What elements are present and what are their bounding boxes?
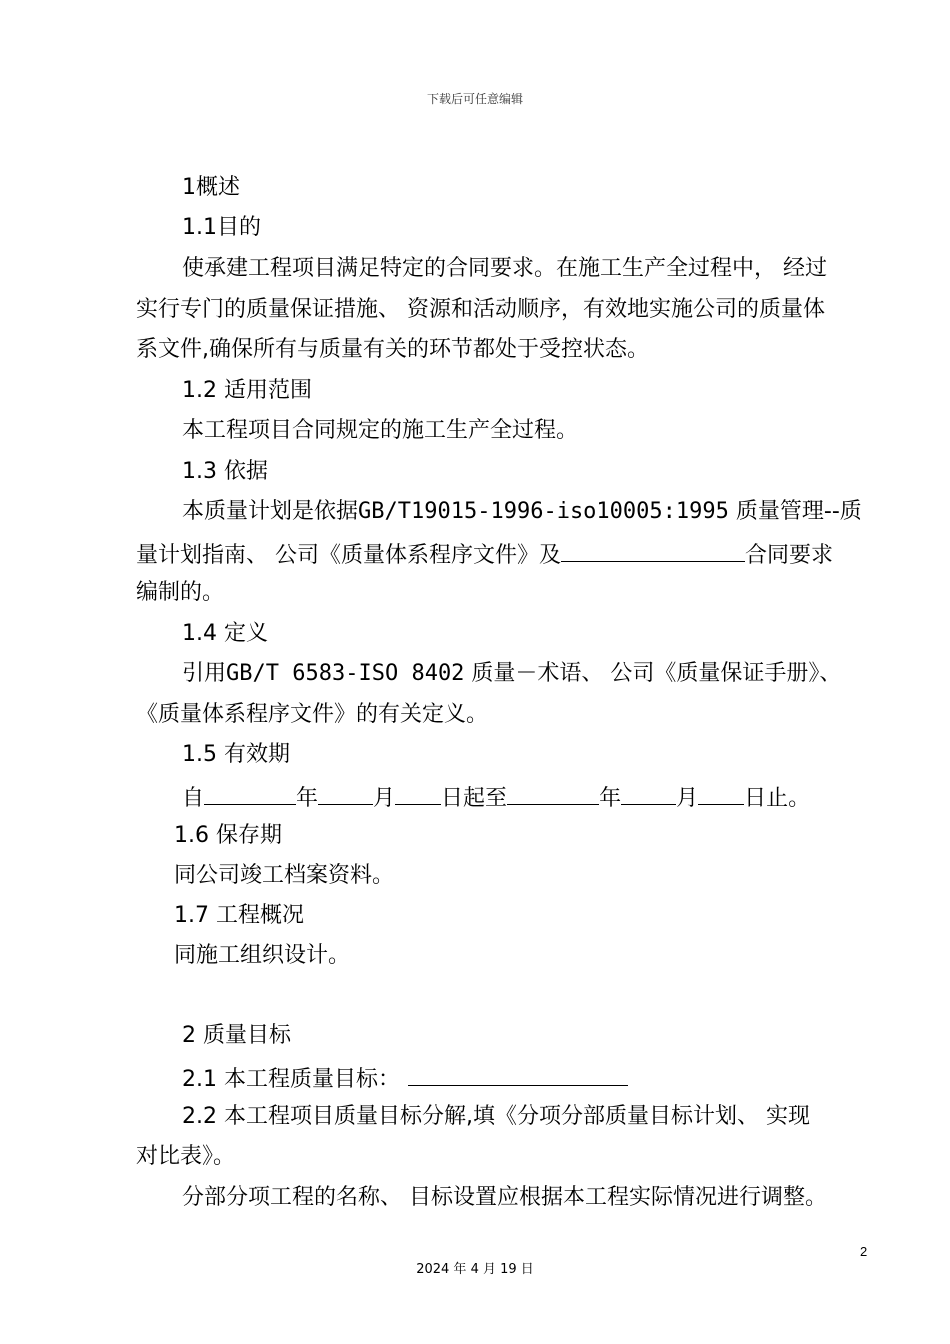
section-2-2-line-2: 对比表》。 xyxy=(136,1144,236,1169)
contract-name-blank xyxy=(561,539,745,562)
section-1-7-heading: 1.7 工程概况 xyxy=(174,903,304,928)
section-1-3-heading: 1.3 依据 xyxy=(182,459,268,484)
end-day-blank xyxy=(698,782,744,805)
section-2-1-line xyxy=(182,1063,628,1094)
section-1-1-paragraph-line-1: 使承建工程项目满足特定的合同要求。在施工生产全过程中， 经过 xyxy=(182,256,827,281)
standard-code: GB/T 6583-ISO 8402 xyxy=(226,661,465,686)
start-year-blank xyxy=(204,782,296,805)
section-1-3-paragraph-line-3: 编制的。 xyxy=(136,580,225,605)
start-month-blank xyxy=(318,782,373,805)
end-year-blank xyxy=(507,782,599,805)
section-1-1-paragraph-line-3: 系文件,确保所有与质量有关的环节都处于受控状态。 xyxy=(136,337,649,362)
section-1-3-paragraph-line-1 xyxy=(182,498,862,526)
text-span: 本质量计划是依据 xyxy=(182,499,359,524)
section-1-1-heading: 1.1目的 xyxy=(182,215,261,240)
validity-period-line xyxy=(182,782,810,813)
section-1-6-heading: 1.6 保存期 xyxy=(174,823,282,848)
text-span: 自 xyxy=(182,786,205,811)
page-footer-date: 2024 年 4 月 19 日 xyxy=(416,1262,534,1277)
text-span: 引用 xyxy=(182,661,227,686)
page-number: 2 xyxy=(860,1244,868,1259)
text-span: 月 xyxy=(373,786,396,811)
page-header: 下载后可任意编辑 xyxy=(426,92,523,106)
text-span: 质量管理--质 xyxy=(728,499,862,524)
section-2-2-line-3: 分部分项工程的名称、 目标设置应根据本工程实际情况进行调整。 xyxy=(182,1185,827,1210)
text-span: 日止。 xyxy=(744,786,811,811)
text-span: 2.1 本工程质量目标： xyxy=(182,1067,400,1092)
section-1-3-paragraph-line-2 xyxy=(136,539,833,570)
text-span: 月 xyxy=(676,786,699,811)
text-span: 质量－术语、 公司《质量保证手册》、 xyxy=(464,661,842,686)
standard-code: GB/T19015-1996-iso10005:1995 xyxy=(358,499,729,524)
section-1-1-paragraph-line-2: 实行专门的质量保证措施、 资源和活动顺序，有效地实施公司的质量体 xyxy=(136,297,825,322)
section-1-5-heading: 1.5 有效期 xyxy=(182,742,290,767)
section-2-2-line-1: 2.2 本工程项目质量目标分解,填《分项分部质量目标计划、 实现 xyxy=(182,1104,810,1129)
text-span: 年 xyxy=(296,786,319,811)
quality-target-blank xyxy=(408,1063,628,1086)
text-span: 年 xyxy=(599,786,622,811)
section-1-heading: 1概述 xyxy=(182,175,240,200)
text-span: 日起至 xyxy=(441,786,508,811)
end-month-blank xyxy=(621,782,676,805)
text-span: 量计划指南、 公司《质量体系程序文件》及 xyxy=(136,543,561,568)
section-1-4-paragraph-line-2: 《质量体系程序文件》的有关定义。 xyxy=(136,702,489,727)
section-1-7-paragraph: 同施工组织设计。 xyxy=(174,943,351,968)
text-span: 合同要求 xyxy=(745,543,834,568)
section-1-4-paragraph-line-1 xyxy=(182,660,841,688)
section-1-6-paragraph: 同公司竣工档案资料。 xyxy=(174,863,395,888)
section-2-heading: 2 质量目标 xyxy=(182,1023,291,1048)
section-1-2-paragraph: 本工程项目合同规定的施工生产全过程。 xyxy=(182,418,579,443)
start-day-blank xyxy=(395,782,441,805)
section-1-2-heading: 1.2 适用范围 xyxy=(182,378,312,403)
section-1-4-heading: 1.4 定义 xyxy=(182,621,268,646)
